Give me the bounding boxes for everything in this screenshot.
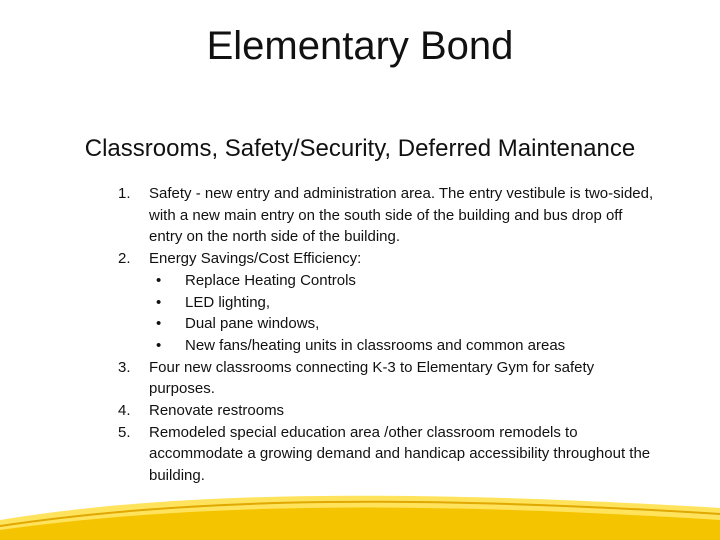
bullet-icon: • <box>156 271 162 289</box>
sub-bullet-text: Dual pane windows, <box>185 315 320 333</box>
list-number: 1. <box>118 185 131 202</box>
sub-bullet-item <box>118 313 658 335</box>
bullet-icon: • <box>156 293 162 311</box>
list-text: Safety - new entry and administration area. The entry vestibule is two-sided, with a new main entry on the south side of the building and bus drop off entry on the north side of the building. <box>149 185 654 246</box>
sub-bullet-item <box>118 335 658 357</box>
list-number: 3. <box>118 358 131 376</box>
sub-bullet-item <box>118 292 658 314</box>
list-item <box>118 400 658 422</box>
list-item <box>118 357 658 400</box>
content-list <box>118 183 658 487</box>
sub-bullet-text: LED lighting, <box>185 293 271 311</box>
list-text: Energy Savings/Cost Efficiency: <box>149 250 362 268</box>
sub-bullet-text: New fans/heating units in classrooms and common areas <box>185 336 566 354</box>
list-text: Remodeled special education area /other classroom remodels to accommodate a growing demand and handicap accessibility throughout the building. <box>149 423 651 485</box>
list-text: Four new classrooms connecting K-3 to Elementary Gym for safety purposes. <box>149 358 595 398</box>
slide-title: Elementary Bond <box>206 24 514 68</box>
bullet-icon: • <box>156 336 162 354</box>
list-item <box>118 183 658 248</box>
decorative-wave <box>0 480 720 540</box>
list-item <box>118 248 658 270</box>
list-text: Renovate restrooms <box>149 402 285 420</box>
sub-bullet-item <box>118 270 658 292</box>
slide-subtitle: Classrooms, Safety/Security, Deferred Maintenance <box>84 135 636 162</box>
sub-bullet-text: Replace Heating Controls <box>185 271 356 289</box>
list-number: 4. <box>118 402 131 420</box>
list-number: 2. <box>118 250 131 268</box>
bullet-icon: • <box>156 315 162 333</box>
list-number: 5. <box>118 423 131 441</box>
list-item <box>118 422 658 487</box>
